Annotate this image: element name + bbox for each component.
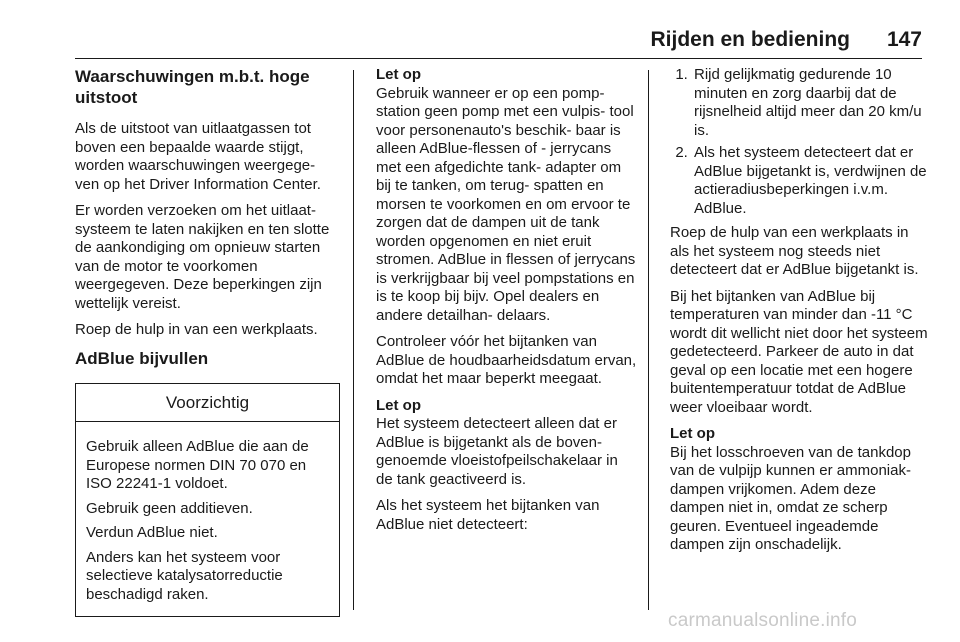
steps-list (670, 66, 928, 218)
paragraph: Als de uitstoot van uitlaatgassen tot boven een bepaalde waarde stijgt, worden waarschuwingen weergege‑ ven op het Driver Information Center. (75, 120, 321, 193)
paragraph: Roep de hulp in van een werkplaats. (75, 321, 318, 338)
section-title: Rijden en bediening (650, 28, 850, 51)
paragraph: Roep de hulp van een werkplaats in als het systeem nog steeds niet detecteert dat er AdBlue bijgetankt is. (670, 224, 919, 278)
column-3 (670, 66, 928, 563)
note-text: Het systeem detecteert alleen dat er AdBlue is bijgetankt als de boven‑ genoemde vloeistofpeilschakelaar in de tank geactiveerd is. (376, 415, 618, 488)
heading-adblue-refill: AdBlue bijvullen (75, 348, 209, 368)
note-text: Gebruik wanneer er op een pomp‑ station geen pomp met een vulpis‑ tool voor personenauto's beschik‑ baar is alleen AdBlue-flessen of ‑ jerrycans met een afgedichte tank‑ adapter om bij te tanken, om terug‑ spatten en morsen te voorkomen en om ervoor te zorgen dat de dampen uit de tank worden opgenomen en niet eruit stromen. AdBlue in flessen of jerrycans is verkrijgbaar bij veel pompstations en is te koop bij bijv. Opel dealers en andere detailhan‑ delaars. (376, 84, 636, 324)
note-text: Bij het losschroeven van de tankdop van de vulpijp kunnen er ammoniak‑ dampen vrijkomen. Adem deze dampen niet in, omdat ze scherp geuren. Eventueel ingeademde dampen zijn onschadelijk. (670, 443, 911, 553)
paragraph: Controleer vóór het bijtanken van AdBlue de houdbaarheidsdatum ervan, omdat het maar beperkt meegaat. (376, 333, 637, 387)
caution-item: Gebruik geen additieven. (86, 499, 253, 517)
paragraph: Er worden verzoeken om het uitlaat‑ systeem te laten nakijken en ten slotte de aankondiging om opnieuw starten van de motor te voorkomen weergegeven. Deze beperkingen zijn wettelijk vereist. (75, 202, 330, 312)
column-1 (75, 66, 340, 617)
heading-high-emission-warnings: Waarschuwingen m.b.t. hoge uitstoot (75, 67, 310, 107)
step-item: 1. Rijd gelijkmatig gedurende 10 minuten en zorg daarbij dat de rijsnelheid altijd meer dan 20 km/u is. (692, 66, 928, 140)
column-2 (376, 66, 638, 542)
watermark: carmanualsonline.info (668, 610, 858, 631)
step-item: 2. Als het systeem detecteert dat er AdBlue bijgetankt is, verdwijnen de actieradiusbeperkingen i.v.m. AdBlue. (692, 144, 928, 218)
note-label: Let op (376, 396, 421, 414)
paragraph: Als het systeem het bijtanken van AdBlue niet detecteert: (376, 497, 600, 533)
caution-item: Gebruik alleen AdBlue die aan de Europese normen DIN 70 070 en ISO 22241-1 voldoet. (86, 438, 309, 492)
note-label: Let op (670, 425, 715, 442)
note-label: Let op (376, 66, 421, 83)
column-divider-2 (648, 70, 649, 610)
caution-body (76, 422, 339, 616)
page-number: 147 (886, 28, 922, 51)
caution-box (75, 383, 340, 618)
note (670, 425, 928, 555)
caution-item: Verdun AdBlue niet. (86, 524, 218, 541)
paragraph: Bij het bijtanken van AdBlue bij temperaturen van minder dan -11 °C wordt dit wellicht niet door het systeem gedetecteerd. Parkeer de auto in dat geval op een locatie met een hogere buitentemperatuur totdat de AdBlue weer vloeibaar wordt. (670, 287, 928, 416)
page-header (0, 22, 960, 62)
caution-item: Anders kan het systeem voor selectieve katalysatorreductie beschadigd raken. (86, 548, 283, 603)
header-rule (75, 58, 922, 59)
note (376, 397, 638, 490)
column-divider-1 (353, 70, 354, 610)
note (376, 66, 638, 325)
caution-title: Voorzichtig (76, 384, 339, 423)
